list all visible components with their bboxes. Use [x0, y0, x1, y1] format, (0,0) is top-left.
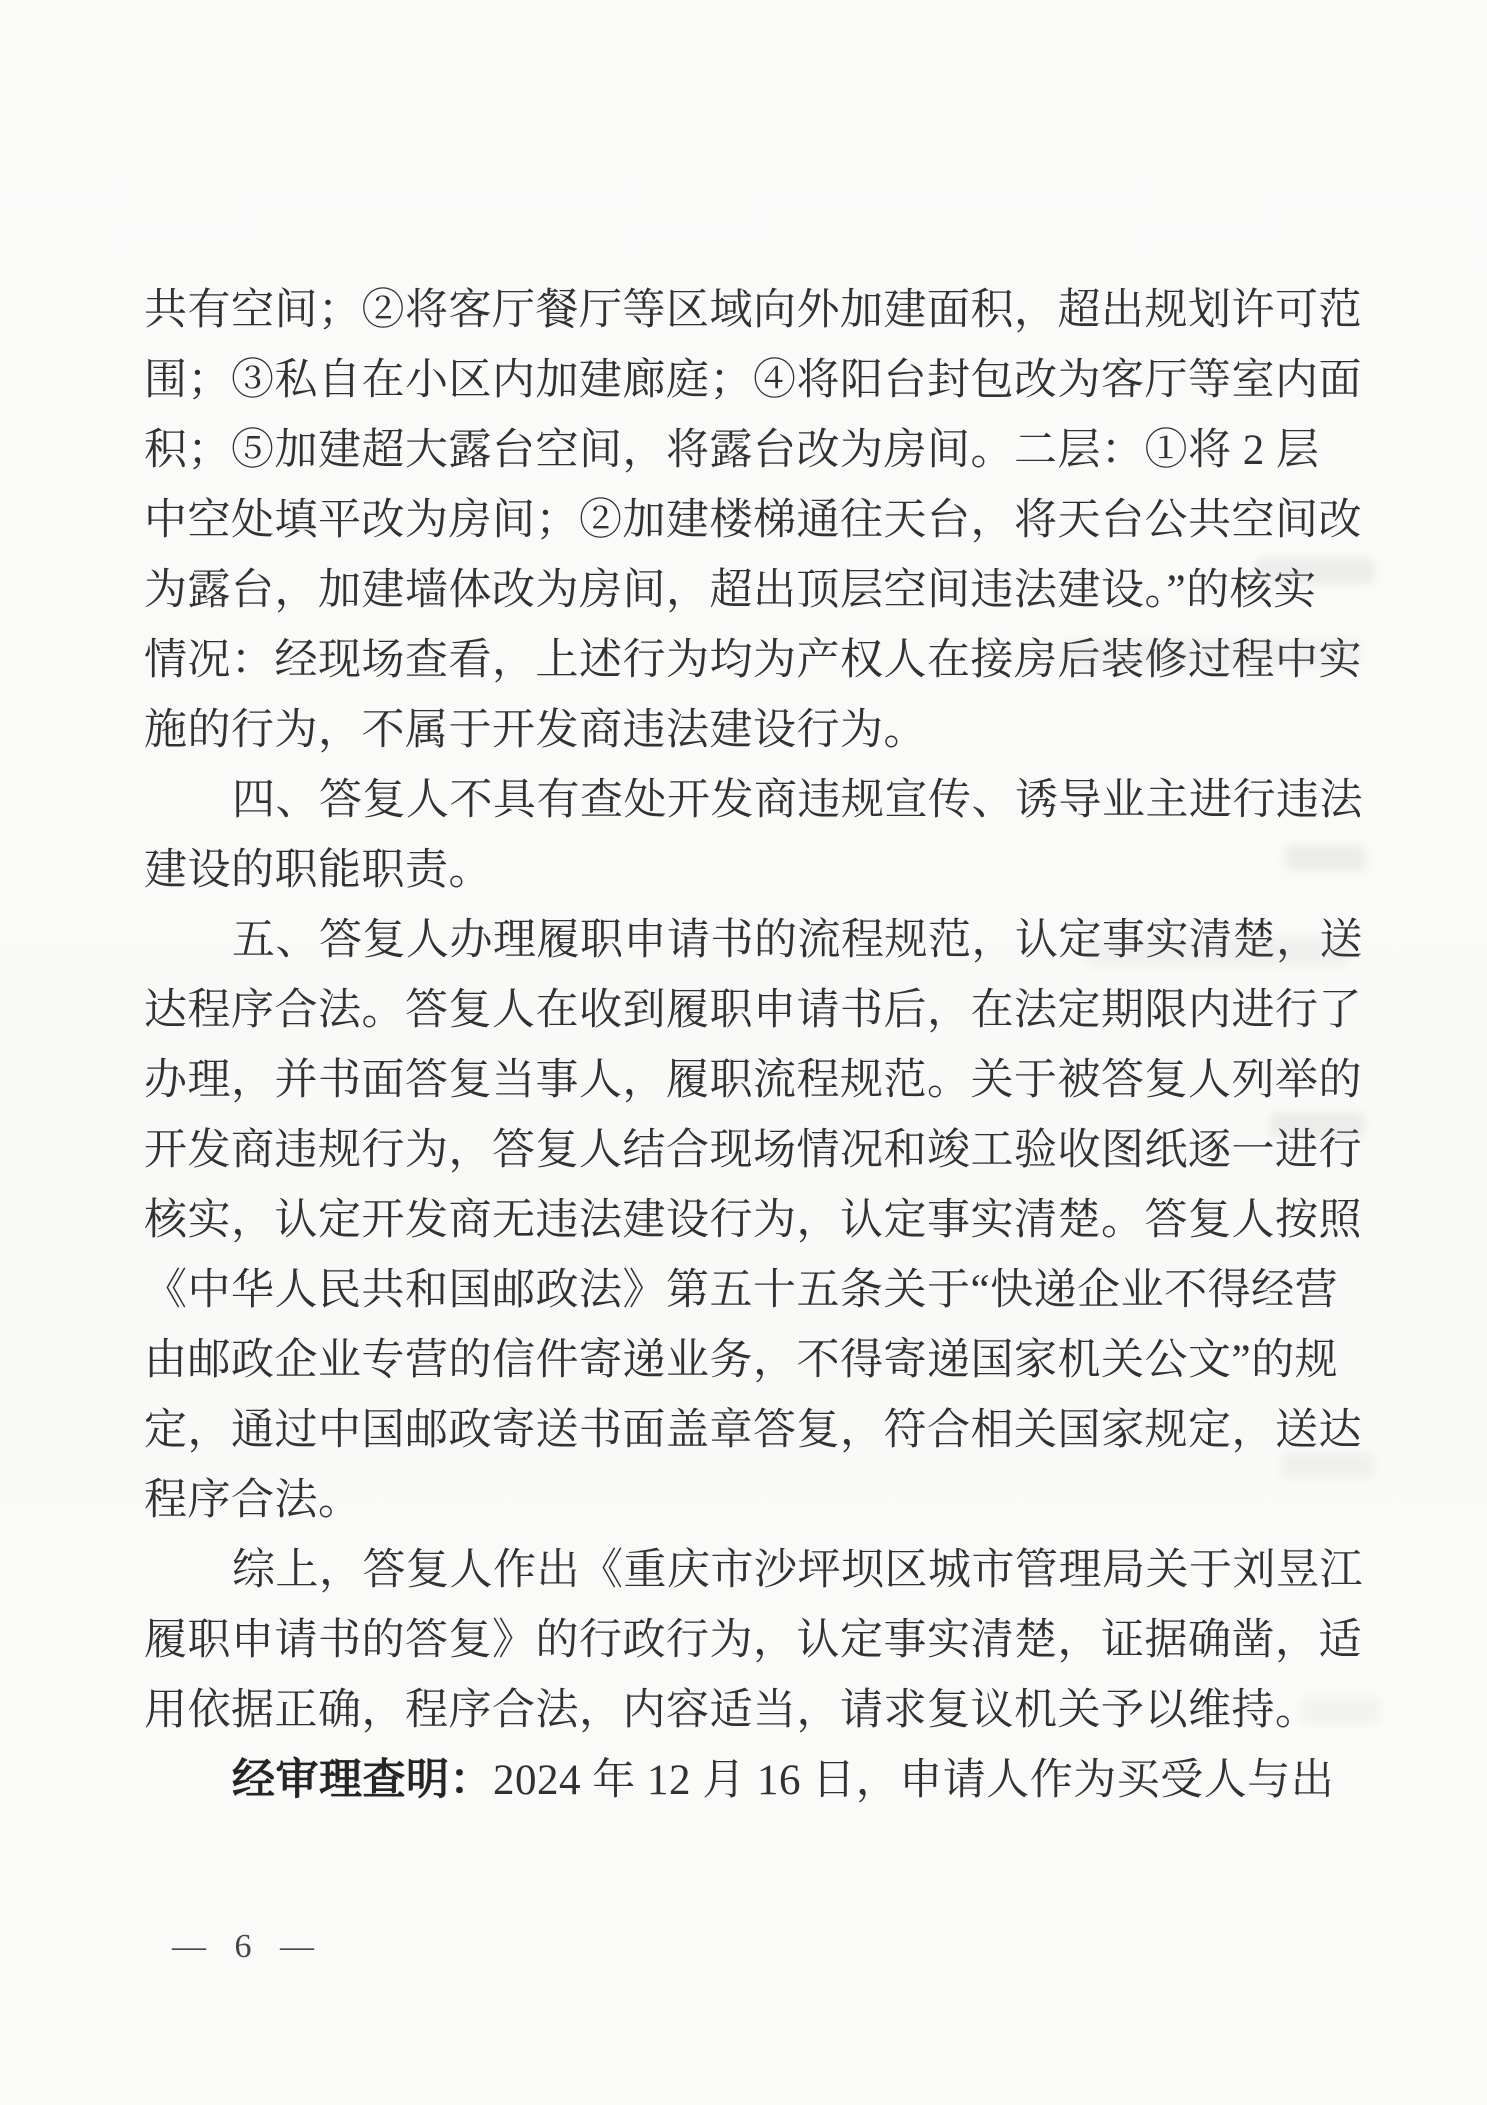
- document-line: 履职申请书的答复》的行政行为，认定事实清楚，证据确凿，适: [144, 1617, 1362, 1664]
- document-page: [144, 276, 1363, 1816]
- document-line-findings: [144, 1746, 1359, 1816]
- document-line: 定，通过中国邮政寄送书面盖章答复，符合相关国家规定，送达: [144, 1407, 1362, 1454]
- page-number: — 6 —: [172, 1928, 324, 1965]
- document-line: 积；⑤加建超大露台空间，将露台改为房间。二层：①将 2 层: [144, 427, 1320, 474]
- findings-heading: 经审理查明：: [232, 1757, 493, 1804]
- document-line: 《中华人民共和国邮政法》第五十五条关于“快递企业不得经营: [144, 1267, 1339, 1314]
- document-line: 四、答复人不具有查处开发商违规宣传、诱导业主进行违法: [232, 777, 1363, 824]
- document-line: 围；③私自在小区内加建廊庭；④将阳台封包改为客厅等室内面: [144, 357, 1362, 404]
- document-line: 共有空间；②将客厅餐厅等区域向外加建面积，超出规划许可范: [144, 287, 1362, 334]
- document-line: 五、答复人办理履职申请书的流程规范，认定事实清楚，送: [232, 917, 1363, 964]
- document-line: 由邮政企业专营的信件寄递业务，不得寄递国家机关公文”的规: [144, 1337, 1339, 1384]
- document-line: 中空处填平改为房间；②加建楼梯通往天台，将天台公共空间改: [144, 497, 1362, 544]
- document-line: 办理，并书面答复当事人，履职流程规范。关于被答复人列举的: [144, 1057, 1362, 1104]
- document-line: 用依据正确，程序合法，内容适当，请求复议机关予以维持。: [144, 1687, 1319, 1734]
- findings-text: 2024 年 12 月 16 日，申请人作为买受人与出: [493, 1757, 1335, 1804]
- document-line: 程序合法。: [144, 1477, 362, 1524]
- document-line: 开发商违规行为，答复人结合现场情况和竣工验收图纸逐一进行: [144, 1127, 1362, 1174]
- document-line: 情况：经现场查看，上述行为均为产权人在接房后装修过程中实: [144, 637, 1362, 684]
- document-line: 建设的职能职责。: [144, 847, 492, 894]
- document-line: 达程序合法。答复人在收到履职申请书后，在法定期限内进行了: [144, 987, 1362, 1034]
- document-line: 核实，认定开发商无违法建设行为，认定事实清楚。答复人按照: [144, 1197, 1362, 1244]
- document-line: 综上，答复人作出《重庆市沙坪坝区城市管理局关于刘昱江: [232, 1547, 1363, 1594]
- document-line: 施的行为，不属于开发商违法建设行为。: [144, 707, 927, 754]
- document-line: 为露台，加建墙体改为房间，超出顶层空间违法建设。”的核实: [144, 567, 1317, 614]
